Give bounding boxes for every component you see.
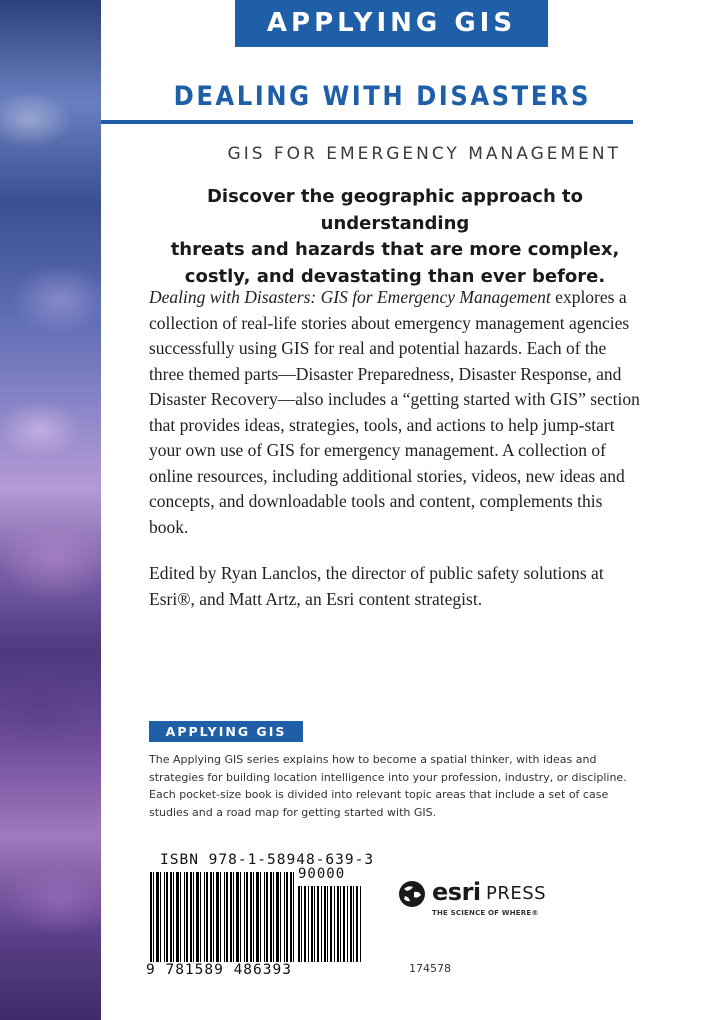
series-description: The Applying GIS series explains how to become a spatial thinker, with ideas and strategies for building location intelligence into your profession, industry, or discipline. Each pocket-size book is divided into relevant topic areas that include a set of case studies and a road map for getting started with GIS. [149, 753, 627, 819]
globe-icon [398, 880, 426, 908]
esri-wordmark: esri [432, 878, 481, 906]
series-label: APPLYING GIS [149, 721, 303, 742]
publisher-tagline: THE SCIENCE OF WHERE® [432, 909, 539, 917]
esri-press-logo [398, 878, 578, 922]
cover-sky-photo-strip [0, 0, 101, 1020]
book-description [149, 285, 641, 633]
title-divider [101, 120, 633, 124]
book-subtitle: GIS FOR EMERGENCY MANAGEMENT [227, 144, 621, 164]
tagline-line-2: threats and hazards that are more complex, [170, 239, 620, 260]
isbn-label: ISBN 978-1-58948-639-3 [160, 852, 375, 868]
catalog-number: 174578 [409, 962, 451, 975]
editors-paragraph: Edited by Ryan Lanclos, the director of public safety solutions at Esri®, and Matt Artz, an Esri content strategist. [149, 563, 604, 609]
price-code: 90000 [298, 866, 346, 882]
tagline-line-3: costly, and devastating than ever before. [184, 265, 606, 287]
isbn-digits: 9 781589 486393 [146, 962, 366, 978]
press-wordmark: PRESS [486, 883, 547, 904]
tagline [135, 184, 655, 290]
tagline-line-1: Discover the geographic approach to understanding [206, 186, 584, 234]
description-paragraph [149, 285, 641, 540]
series-tab: APPLYING GIS [235, 0, 548, 47]
price-barcode [298, 886, 363, 962]
book-title: DEALING WITH DISASTERS [173, 81, 591, 112]
book-title-italic: Dealing with Disasters: GIS for Emergency Management [149, 287, 551, 307]
description-text: explores a collection of real-life stories about emergency management agencies successfully using GIS for real and potential hazards. Each of the three themed parts—Disaster Preparedness, Disaster Response, and Disaster Recovery—also includes a “getting started with GIS” section that provides ideas, strategies, tools, and actions to help jump-start your own use of GIS for emergency management. A collection of online resources, including additional stories, videos, new ideas and concepts, and downloadable tools and content, complements this book. [149, 287, 640, 537]
isbn-barcode [150, 872, 295, 962]
